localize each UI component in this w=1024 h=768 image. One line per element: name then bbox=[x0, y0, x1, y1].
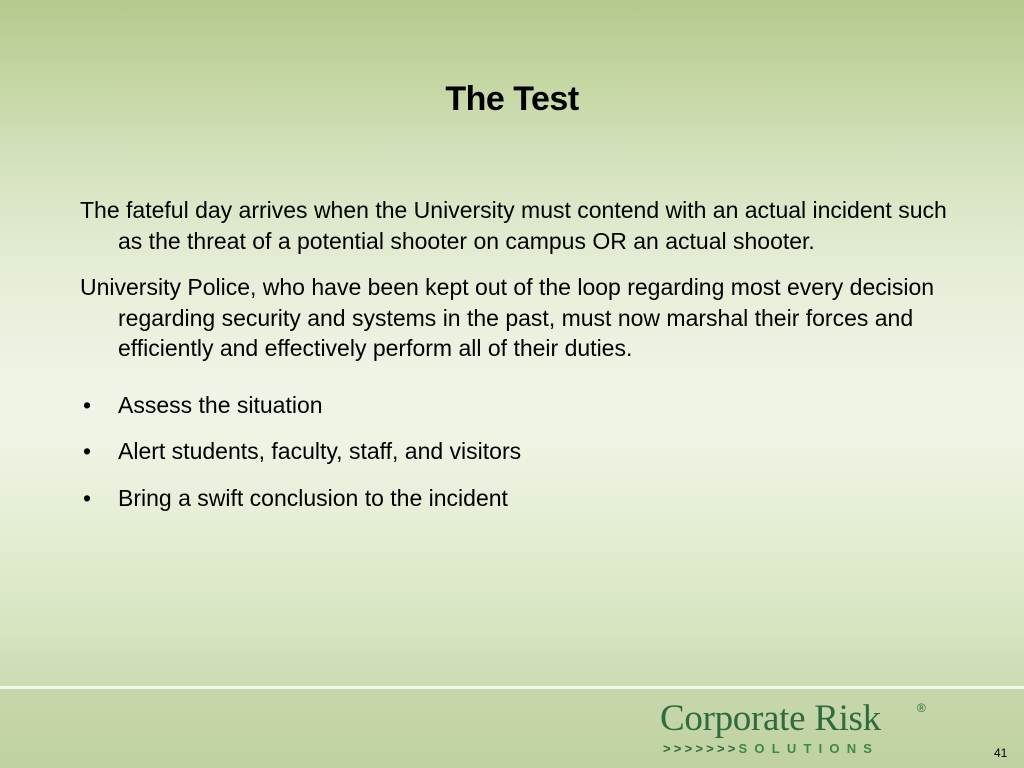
bullet-dot-icon: • bbox=[83, 391, 92, 418]
bullet-text: Assess the situation bbox=[118, 391, 323, 418]
bullet-dot-icon: • bbox=[83, 438, 92, 464]
bullet-item-alert bbox=[80, 436, 950, 467]
bullet-text: Bring a swift conclusion to the incident bbox=[118, 484, 508, 511]
logo-wordmark: Corporate Risk bbox=[660, 698, 881, 739]
page-number: 41 bbox=[994, 746, 1008, 760]
logo-tagline-word: SOLUTIONS bbox=[738, 741, 880, 756]
bullet-item-conclusion bbox=[80, 483, 950, 514]
duties-bullet-list bbox=[80, 390, 950, 514]
logo-tagline bbox=[663, 741, 879, 756]
bullet-item-assess bbox=[80, 390, 950, 421]
logo-arrows: >>>>>>> bbox=[663, 741, 739, 756]
paragraph-university-police: University Police, who have been kept out of the loop regarding most every decision regarding security and systems in the past, must now marshal their forces and efficiently and effectively perform all of their duties. bbox=[80, 274, 935, 361]
registered-mark-icon: ® bbox=[917, 701, 926, 715]
slide-body bbox=[80, 195, 950, 529]
bullet-text: Alert students, faculty, staff, and visitors bbox=[118, 438, 522, 464]
slide-title: The Test bbox=[445, 80, 579, 118]
corporate-risk-logo bbox=[660, 697, 930, 759]
bullet-dot-icon: • bbox=[83, 484, 92, 511]
paragraph-incident: The fateful day arrives when the University must contend with an actual incident such as the threat of a potential shooter on campus OR an actual shooter. bbox=[80, 197, 947, 254]
